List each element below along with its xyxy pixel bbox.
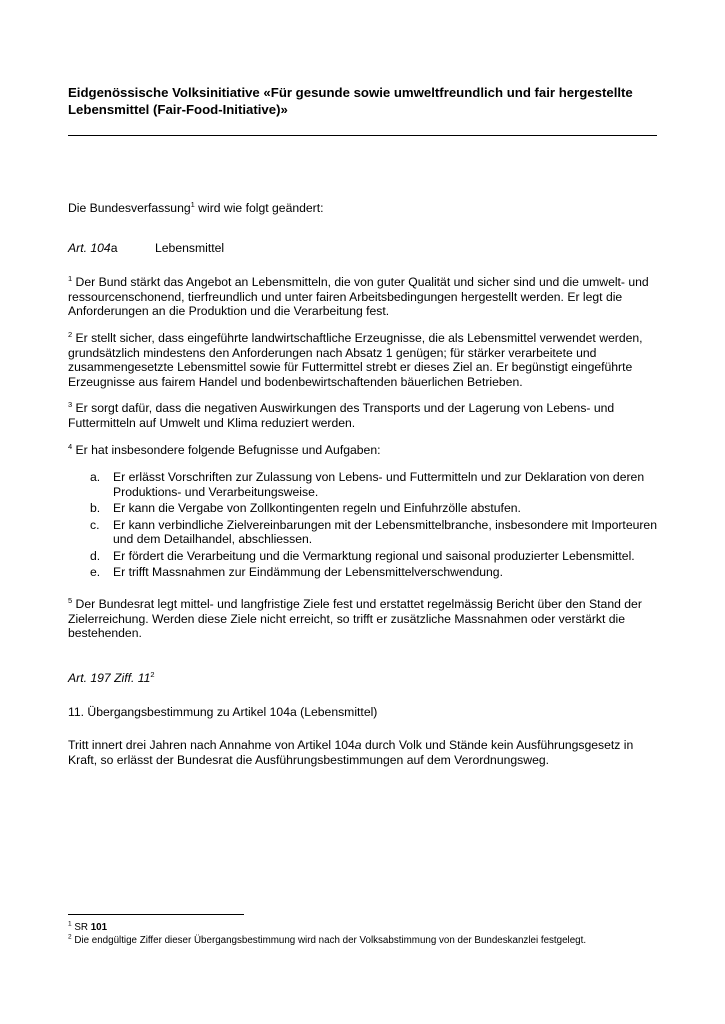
- list-item: [68, 565, 658, 580]
- footnote-bold: 101: [90, 922, 108, 933]
- para-text: Der Bund stärkt das Angebot an Lebensmitteln, die von guter Qualität und sicher sind und die umwelt- und ressourcenschonend, tierfreundlich und unter fairen Arbeitsbedingungen hergestellt werden. Er legt die Anforderungen an die Produktion und die Verarbeitung fest.: [68, 275, 649, 319]
- intro-paragraph: [68, 201, 658, 216]
- footnote-number: 2: [68, 933, 72, 941]
- para-number: 4: [68, 441, 73, 451]
- document-title: Eidgenössische Volksinitiative «Für gesunde sowie umweltfreundlich und fair hergestellte Lebensmittel (Fair-Food-Initiative)»: [68, 85, 633, 117]
- intro-text: Die Bundesverfassung: [68, 201, 191, 215]
- powers-list: [68, 470, 658, 582]
- footnote-1: [68, 922, 668, 934]
- article-104a-para-4: [68, 443, 658, 458]
- para-number: 3: [68, 399, 73, 409]
- intro-rest: wird wie folgt geändert:: [194, 201, 324, 215]
- para-number: 5: [68, 595, 73, 605]
- article-104a-para-5: [68, 597, 658, 641]
- footnote-text: SR: [71, 922, 91, 933]
- list-item-text: Er erlässt Vorschriften zur Zulassung von Lebens- und Futtermitteln und zur Deklaration von deren Produktions- und Verarbeitungsweise.: [113, 470, 645, 499]
- footnote-2: [68, 935, 668, 947]
- footnote-ref-2[interactable]: 2: [150, 669, 155, 679]
- article-104a-para-1: [68, 275, 658, 319]
- article-104a-title: Lebensmittel: [155, 241, 225, 255]
- list-marker: c.: [90, 517, 100, 532]
- provision-text-italic: a: [354, 738, 362, 752]
- list-item-text: Er kann die Vergabe von Zollkontingenten regeln und Einfuhrzölle abstufen.: [113, 501, 521, 516]
- list-item-text: Er kann verbindliche Zielvereinbarungen mit der Lebensmittelbranche, insbesondere mit Importeuren und dem Detailhandel, abschliessen.: [113, 517, 657, 547]
- list-item-text: Er fördert die Verarbeitung und die Vermarktung regional und saisonal produzierter Lebensmittel.: [113, 548, 635, 563]
- list-item: [68, 501, 658, 516]
- para-text: Er hat insbesondere folgende Befugnisse und Aufgaben:: [72, 443, 381, 457]
- title-divider: [68, 135, 657, 136]
- list-marker: a.: [90, 470, 101, 484]
- transitional-provision-text: [68, 738, 658, 767]
- list-item: [68, 518, 658, 547]
- list-item: [68, 549, 658, 564]
- article-104a-heading: [68, 241, 658, 256]
- para-number: 2: [68, 329, 73, 339]
- footnote-text: Die endgültige Ziffer dieser Übergangsbestimmung wird nach der Volksabstimmung von der Bundeskanzlei festgelegt.: [71, 935, 587, 946]
- list-marker: b.: [90, 501, 101, 516]
- transitional-provision-heading: 11. Übergangsbestimmung zu Artikel 104a (Lebensmittel): [68, 705, 378, 719]
- article-104a-para-2: [68, 331, 658, 390]
- list-marker: d.: [90, 548, 101, 563]
- para-number: 1: [68, 273, 73, 283]
- article-197-heading: [68, 671, 658, 686]
- article-104a-para-3: [68, 401, 658, 430]
- article-104a-label-suffix: a: [110, 241, 118, 255]
- list-marker: e.: [90, 565, 101, 580]
- article-104a-label: Art. 104: [68, 241, 111, 255]
- provision-text-part: durch Volk und Stände kein Ausführungsgesetz in Kraft, so erlässt der Bundesrat die Ausführungsbestimmungen auf dem Verordnungsweg.: [68, 738, 634, 767]
- para-text: Der Bundesrat legt mittel- und langfristige Ziele fest und erstattet regelmässig Bericht über den Stand der Zielerreichung. Werden diese Ziele nicht erreicht, so trifft er zusätzliche Massnahmen oder verstärkt die bestehenden.: [68, 597, 642, 641]
- footnote-number: 1: [68, 920, 72, 928]
- article-197-label: Art. 197 Ziff. 11: [68, 671, 151, 685]
- provision-text-part: Tritt innert drei Jahren nach Annahme von Artikel 104: [68, 738, 355, 752]
- footnote-ref-1[interactable]: 1: [190, 199, 195, 209]
- list-item-text: Er trifft Massnahmen zur Eindämmung der Lebensmittelverschwendung.: [113, 565, 503, 580]
- footnote-divider: [68, 914, 244, 915]
- list-item: [68, 470, 658, 499]
- para-text: Er sorgt dafür, dass die negativen Auswirkungen des Transports und der Lagerung von Lebens- und Futtermitteln auf Umwelt und Klima reduziert werden.: [68, 401, 615, 430]
- para-text: Er stellt sicher, dass eingeführte landwirtschaftliche Erzeugnisse, die als Lebensmittel verwendet werden, grundsätzlich mindestens den Anforderungen nach Absatz 1 genügen; für stärker verarbeitete und zusammengesetzte Lebensmittel sowie für Futtermittel strebt er dieses Ziel an. Er begünstigt eingeführte Erzeugnisse aus fairem Handel und bodenbewirtschaftenden bäuerlichen Betrieben.: [68, 331, 643, 390]
